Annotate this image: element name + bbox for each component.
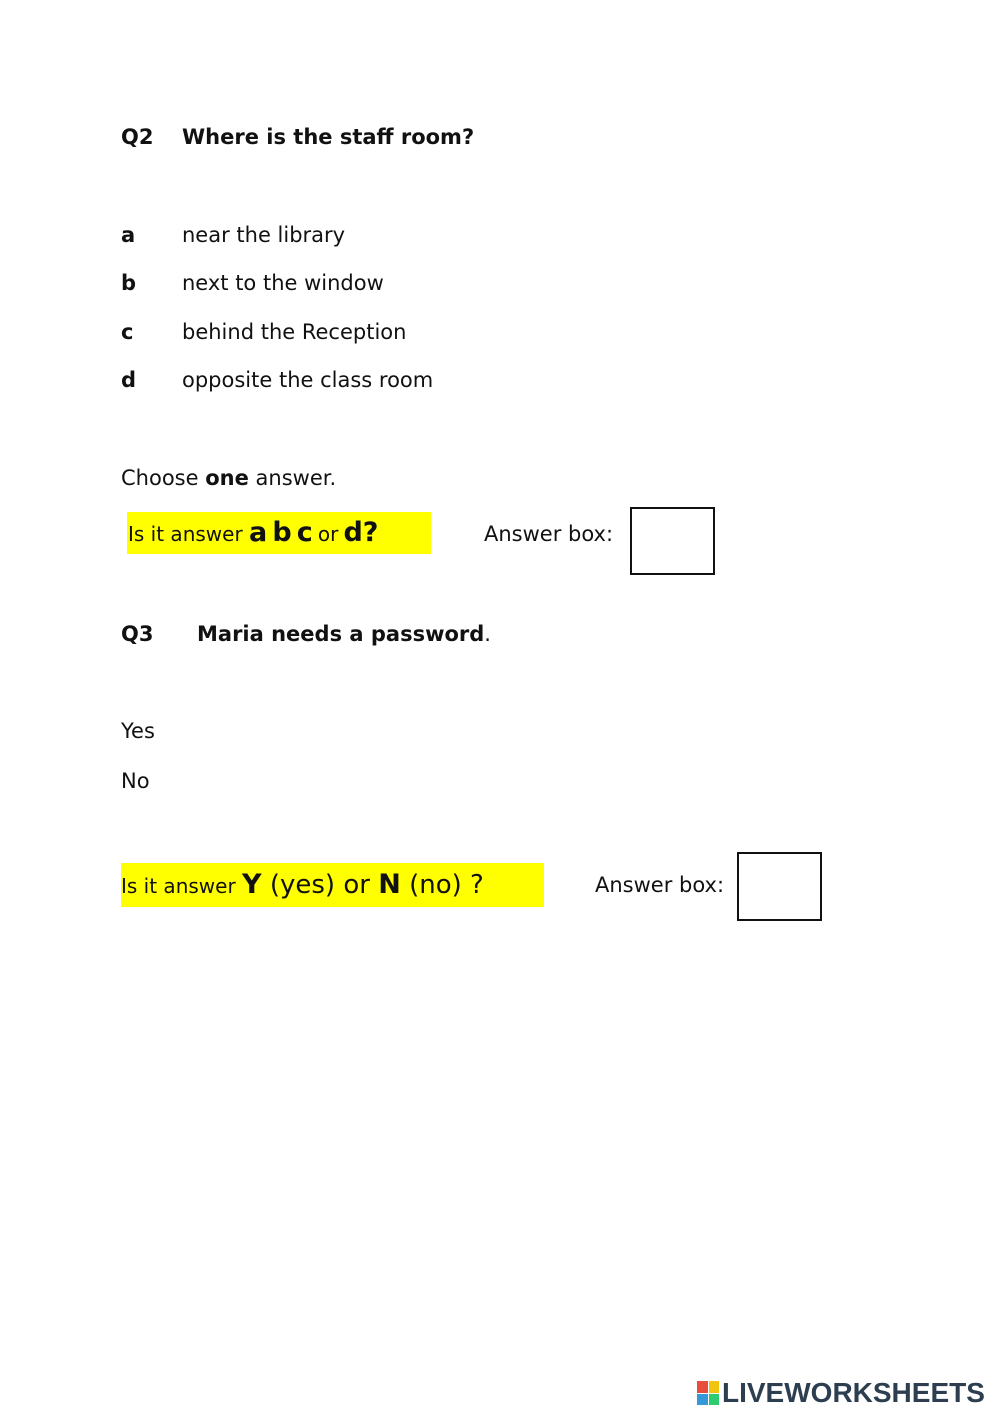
logo-mark-icon: [697, 1381, 719, 1405]
q2-instruction-prefix: Choose: [121, 466, 206, 490]
q2-option-b-text: next to the window: [182, 271, 384, 295]
q3-option-no: No: [121, 769, 150, 793]
q2-prompt-c: c: [296, 517, 313, 548]
q3-prompt: [121, 863, 544, 907]
q2-prompt-a: a: [249, 517, 268, 548]
q3-prompt-no: (no) ?: [400, 870, 484, 900]
q2-prompt-d: d?: [343, 517, 379, 548]
q2-prompt-b: b: [272, 517, 292, 548]
q2-prompt-or: or: [317, 522, 339, 546]
logo-square-green: [709, 1394, 720, 1406]
q3-statement-bold: Maria needs a password: [197, 622, 485, 646]
q3-prompt-y: Y: [242, 869, 262, 900]
logo-square-blue: [697, 1394, 708, 1406]
q2-option-c-text: behind the Reception: [182, 320, 407, 344]
q2-prompt: [127, 512, 431, 554]
q2-question: Where is the staff room?: [182, 125, 475, 149]
q2-instruction: [121, 466, 336, 490]
q2-instruction-suffix: answer.: [248, 466, 337, 490]
q2-option-a-letter: a: [121, 223, 136, 247]
q2-option-b-letter: b: [121, 271, 137, 295]
logo-square-red: [697, 1381, 708, 1393]
q2-instruction-bold: one: [205, 466, 249, 490]
q2-option-a-text: near the library: [182, 223, 346, 247]
logo-text: LIVEWORKSHEETS: [722, 1377, 985, 1408]
q3-number: Q3: [121, 622, 154, 646]
q3-answer-box[interactable]: [737, 852, 822, 921]
q2-option-d-text: opposite the class room: [182, 368, 434, 392]
q3-statement: [197, 622, 491, 646]
logo-square-yellow: [709, 1381, 720, 1393]
q3-prompt-lead: Is it answer: [121, 874, 243, 898]
q3-statement-end: .: [484, 622, 491, 646]
q2-prompt-lead: Is it answer: [128, 522, 250, 546]
q2-answer-label: Answer box:: [484, 522, 614, 546]
q2-answer-box[interactable]: [630, 507, 715, 575]
q2-option-c-letter: c: [121, 320, 134, 344]
liveworksheets-logo: [697, 1377, 985, 1409]
q3-prompt-yes: (yes) or: [261, 870, 379, 900]
q3-prompt-n: N: [378, 869, 401, 900]
q3-option-yes: Yes: [121, 719, 155, 743]
q2-number: Q2: [121, 125, 154, 149]
q3-answer-label: Answer box:: [595, 873, 725, 897]
q2-option-d-letter: d: [121, 368, 137, 392]
